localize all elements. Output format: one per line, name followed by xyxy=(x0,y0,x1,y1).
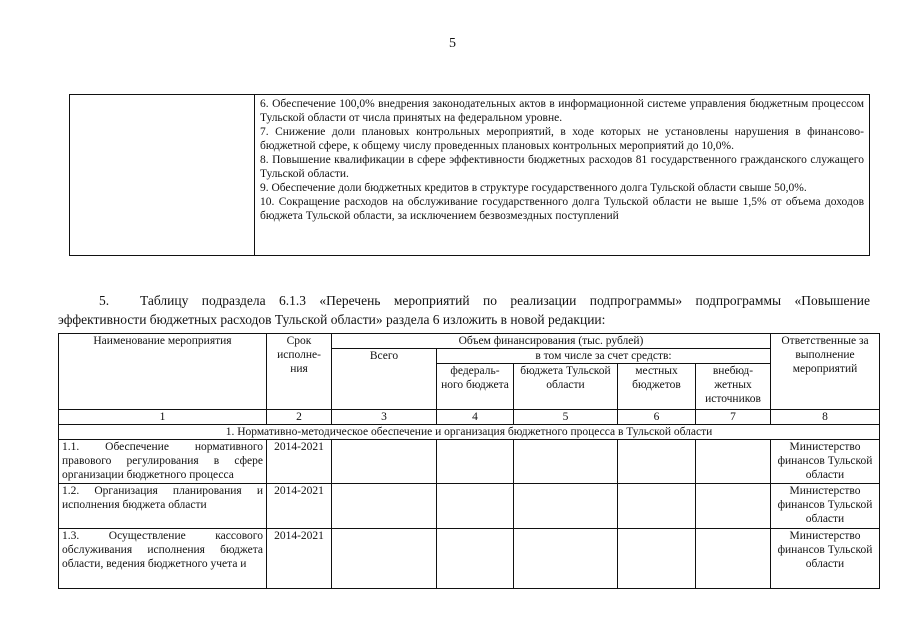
header-extrabudget: внебюд-жетных источников xyxy=(696,364,771,410)
header-responsible: Ответственные за выполнение мероприятий xyxy=(771,334,880,410)
amendment-paragraph xyxy=(58,291,870,329)
cell-federal xyxy=(437,440,514,484)
header-name: Наименование мероприятия xyxy=(59,334,267,410)
column-number: 7 xyxy=(696,410,771,425)
column-number: 8 xyxy=(771,410,880,425)
header-including: в том числе за счет средств: xyxy=(437,349,771,364)
cell-regional xyxy=(514,529,618,589)
goal-item: 8. Повышение квалификации в сфере эффективности бюджетных расходов 81 государственного гражданского служащего Тульской области. xyxy=(260,154,864,180)
goals-box xyxy=(69,94,870,256)
column-number: 2 xyxy=(267,410,332,425)
column-number: 5 xyxy=(514,410,618,425)
header-regional: бюджета Тульской области xyxy=(514,364,618,410)
measure-responsible: Министерство финансов Тульской области xyxy=(771,484,880,529)
cell-local xyxy=(618,484,696,529)
column-number: 6 xyxy=(618,410,696,425)
paragraph-text: Таблицу подраздела 6.1.3 «Перечень мероприятий по реализации подпрограммы» подпрограммы «Повышение эффективности бюджетных расходов Тульской области» раздела 6 изложить в новой редакции: xyxy=(58,293,870,327)
table-row xyxy=(59,440,880,484)
cell-total xyxy=(332,529,437,589)
measure-term: 2014-2021 xyxy=(267,529,332,589)
header-term: Срок исполне-ния xyxy=(267,334,332,410)
cell-federal xyxy=(437,484,514,529)
header-federal: федераль-ного бюджета xyxy=(437,364,514,410)
page-number: 5 xyxy=(449,36,456,51)
cell-local xyxy=(618,440,696,484)
goal-item: 10. Сокращение расходов на обслуживание государственного долга Тульской области не выше 1,5% от объема доходов бюджета Тульской области, за исключением безвозмездных поступлений xyxy=(260,196,864,222)
cell-extrabudget xyxy=(696,440,771,484)
cell-regional xyxy=(514,440,618,484)
section-title: 1. Нормативно-методическое обеспечение и организация бюджетного процесса в Тульской области xyxy=(59,425,880,440)
table-row xyxy=(59,529,880,589)
goal-item: 6. Обеспечение 100,0% внедрения законодательных актов в информационной системе управления бюджетным процессом Тульской области от числа принятых на федеральном уровне. xyxy=(260,98,864,124)
paragraph-number: 5. xyxy=(99,293,110,308)
column-divider xyxy=(254,95,255,255)
measure-term: 2014-2021 xyxy=(267,440,332,484)
measure-name: 1.2. Организация планирования и исполнения бюджета области xyxy=(59,484,267,529)
cell-federal xyxy=(437,529,514,589)
cell-local xyxy=(618,529,696,589)
goal-item: 7. Снижение доли плановых контрольных мероприятий, в ходе которых не установлены нарушения в финансово-бюджетной сфере, к общему числу проведенных плановых контрольных мероприятий до 10,0%. xyxy=(260,126,864,152)
cell-extrabudget xyxy=(696,529,771,589)
measure-name: 1.1. Обеспечение нормативного правового регулирования в сфере организации бюджетного процесса xyxy=(59,440,267,484)
goal-item: 9. Обеспечение доли бюджетных кредитов в структуре государственного долга Тульской области свыше 50,0%. xyxy=(260,182,807,194)
cell-extrabudget xyxy=(696,484,771,529)
measures-table xyxy=(58,333,880,589)
goals-list xyxy=(260,97,864,223)
measure-name: 1.3. Осуществление кассового обслуживания исполнения бюджета области, ведения бюджетного учета и xyxy=(59,529,267,589)
table-row xyxy=(59,484,880,529)
measure-responsible: Министерство финансов Тульской области xyxy=(771,440,880,484)
cell-regional xyxy=(514,484,618,529)
header-funding: Объем финансирования (тыс. рублей) xyxy=(332,334,771,349)
header-local: местных бюджетов xyxy=(618,364,696,410)
measure-responsible: Министерство финансов Тульской области xyxy=(771,529,880,589)
measure-term: 2014-2021 xyxy=(267,484,332,529)
column-number: 3 xyxy=(332,410,437,425)
cell-total xyxy=(332,484,437,529)
header-total: Всего xyxy=(332,349,437,410)
cell-total xyxy=(332,440,437,484)
column-number: 1 xyxy=(59,410,267,425)
column-number: 4 xyxy=(437,410,514,425)
